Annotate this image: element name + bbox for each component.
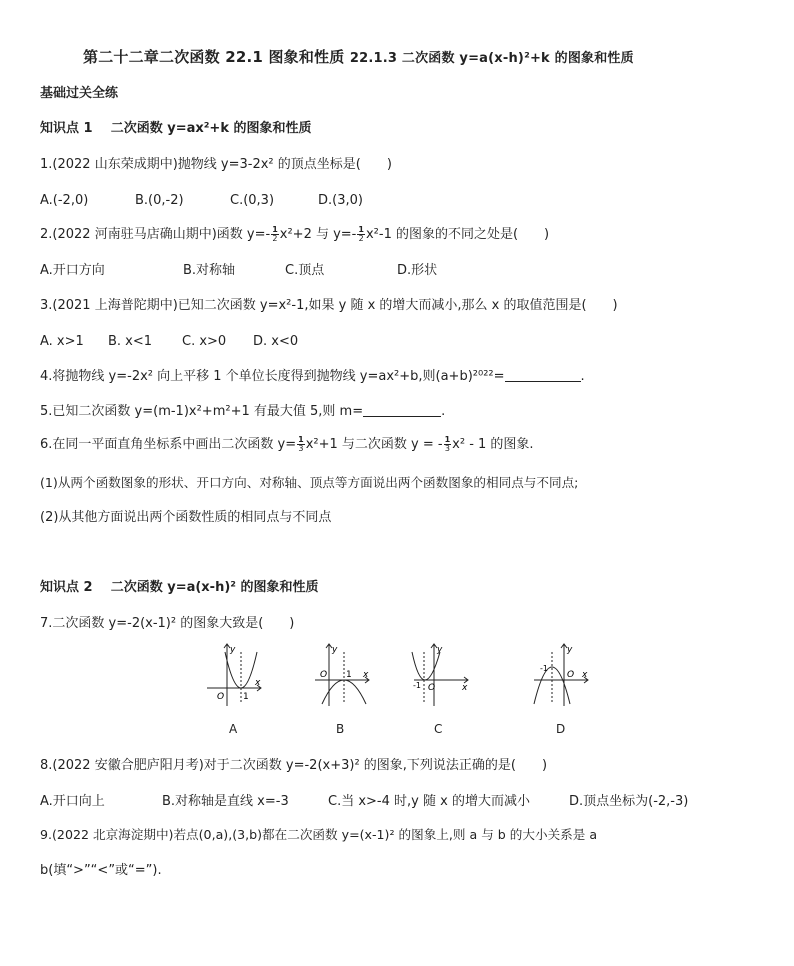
question-4: 4.将抛物线 y=-2x² 向上平移 1 个单位长度得到抛物线 y=ax²+b,则(a+b)²⁰²²= . bbox=[40, 369, 585, 384]
knowledge-point-2 bbox=[40, 581, 319, 594]
q6-part-1: (1)从两个函数图象的形状、开口方向、对称轴、顶点等方面说出两个函数图象的相同点与不同点; bbox=[40, 475, 579, 490]
q7-graph-a[interactable] bbox=[203, 640, 265, 708]
question-6 bbox=[40, 436, 534, 453]
svg-text:x: x bbox=[363, 670, 369, 680]
q8-option-c: C.当 x>-4 时,y 随 x 的增大而减小 bbox=[328, 794, 530, 809]
question-1: 1.(2022 山东荣成期中)抛物线 y=3-2x² 的顶点坐标是( ) bbox=[40, 157, 392, 172]
q2-fraction-1: $\frac{1}{2}$ bbox=[272, 225, 278, 243]
question-9-line-1: 9.(2022 北京海淀期中)若点(0,a),(3,b)都在二次函数 y=(x-1)² 的图象上,则 a 与 b 的大小关系是 a bbox=[40, 827, 598, 842]
q3-option-b: B. x<1 bbox=[108, 334, 153, 349]
axis-x-label: x bbox=[255, 678, 261, 688]
svg-text:y: y bbox=[332, 645, 338, 655]
q7-graph-b-label: B bbox=[336, 722, 345, 736]
q1-option-c: C.(0,3) bbox=[230, 193, 275, 208]
q2-suffix: x²-1 的图象的不同之处是( ) bbox=[365, 227, 550, 242]
svg-text:-1: -1 bbox=[413, 681, 421, 690]
svg-text:-1: -1 bbox=[540, 664, 548, 673]
kp2-label: 知识点 2 bbox=[40, 580, 93, 595]
q2-option-a: A.开口方向 bbox=[40, 263, 105, 278]
axis-y-label: y bbox=[230, 645, 236, 655]
page-title bbox=[83, 50, 634, 65]
q5-answer-blank[interactable] bbox=[363, 405, 441, 417]
section-subtitle: 基础过关全练 bbox=[40, 86, 119, 101]
question-7: 7.二次函数 y=-2(x-1)² 的图象大致是( ) bbox=[40, 616, 295, 631]
q7-graph-a-label: A bbox=[229, 722, 238, 736]
q6-mid: x²+1 与二次函数 y = - bbox=[305, 437, 443, 452]
q6-prefix: 6.在同一平面直角坐标系中画出二次函数 y= bbox=[40, 437, 297, 452]
q8-option-a: A.开口向上 bbox=[40, 794, 105, 809]
question-9-line-2: b(填“>”“<”或“=”). bbox=[40, 863, 162, 878]
q7-graph-c-label: C bbox=[434, 722, 443, 736]
q7-graph-d[interactable] bbox=[530, 640, 592, 708]
origin-label: O bbox=[217, 692, 225, 702]
q1-option-d: D.(3,0) bbox=[318, 193, 363, 208]
q3-option-a: A. x>1 bbox=[40, 334, 84, 349]
q2-option-c: C.顶点 bbox=[285, 263, 325, 278]
svg-text:x: x bbox=[462, 683, 468, 693]
svg-text:O: O bbox=[428, 683, 436, 693]
question-2 bbox=[40, 226, 549, 243]
q6-fraction-2: $\frac{1}{3}$ bbox=[444, 435, 451, 453]
q1-option-a: A.(-2,0) bbox=[40, 193, 89, 208]
kp1-label: 知识点 1 bbox=[40, 121, 93, 136]
svg-text:O: O bbox=[320, 670, 328, 680]
svg-text:y: y bbox=[437, 645, 443, 655]
q2-option-d: D.形状 bbox=[397, 263, 438, 278]
q8-option-d: D.顶点坐标为(-2,-3) bbox=[569, 794, 689, 809]
q2-mid: x²+2 与 y=- bbox=[279, 227, 357, 242]
question-5: 5.已知二次函数 y=(m-1)x²+m²+1 有最大值 5,则 m= . bbox=[40, 404, 446, 419]
page-title-main: 第二十二章二次函数 22.1 图象和性质 bbox=[83, 48, 345, 66]
q6-fraction-1: $\frac{1}{3}$ bbox=[298, 435, 304, 453]
q4-text: 4.将抛物线 y=-2x² 向上平移 1 个单位长度得到抛物线 y=ax²+b,则(a+b)²⁰²²= bbox=[40, 369, 505, 384]
q2-option-b: B.对称轴 bbox=[183, 263, 236, 278]
svg-text:y: y bbox=[567, 645, 573, 655]
question-3: 3.(2021 上海普陀期中)已知二次函数 y=x²-1,如果 y 随 x 的增大而减小,那么 x 的取值范围是( ) bbox=[40, 298, 618, 313]
q3-option-d: D. x<0 bbox=[253, 334, 299, 349]
svg-text:O: O bbox=[567, 670, 575, 680]
q7-graph-b[interactable] bbox=[311, 640, 373, 708]
q7-graph-c[interactable] bbox=[410, 640, 472, 708]
knowledge-point-1 bbox=[40, 122, 312, 135]
q2-prefix: 2.(2022 河南驻马店确山期中)函数 y=- bbox=[40, 227, 271, 242]
q7-graph-d-label: D bbox=[556, 722, 566, 736]
q2-fraction-2: $\frac{1}{2}$ bbox=[358, 225, 364, 243]
q4-answer-blank[interactable] bbox=[505, 370, 581, 382]
tick-label: 1 bbox=[243, 692, 249, 702]
q3-option-c: C. x>0 bbox=[182, 334, 227, 349]
kp1-title: 二次函数 y=ax²+k 的图象和性质 bbox=[110, 121, 312, 136]
svg-text:1: 1 bbox=[346, 670, 352, 680]
svg-text:x: x bbox=[582, 670, 588, 680]
q1-option-b: B.(0,-2) bbox=[135, 193, 184, 208]
q5-text: 5.已知二次函数 y=(m-1)x²+m²+1 有最大值 5,则 m= bbox=[40, 404, 364, 419]
page-title-sub: 22.1.3 二次函数 y=a(x-h)²+k 的图象和性质 bbox=[349, 51, 634, 66]
q6-part-2: (2)从其他方面说出两个函数性质的相同点与不同点 bbox=[40, 510, 332, 525]
kp2-title: 二次函数 y=a(x-h)² 的图象和性质 bbox=[110, 580, 319, 595]
q8-option-b: B.对称轴是直线 x=-3 bbox=[162, 794, 289, 809]
question-8: 8.(2022 安徽合肥庐阳月考)对于二次函数 y=-2(x+3)² 的图象,下列说法正确的是( ) bbox=[40, 758, 548, 773]
q6-suffix: x² - 1 的图象. bbox=[452, 437, 534, 452]
